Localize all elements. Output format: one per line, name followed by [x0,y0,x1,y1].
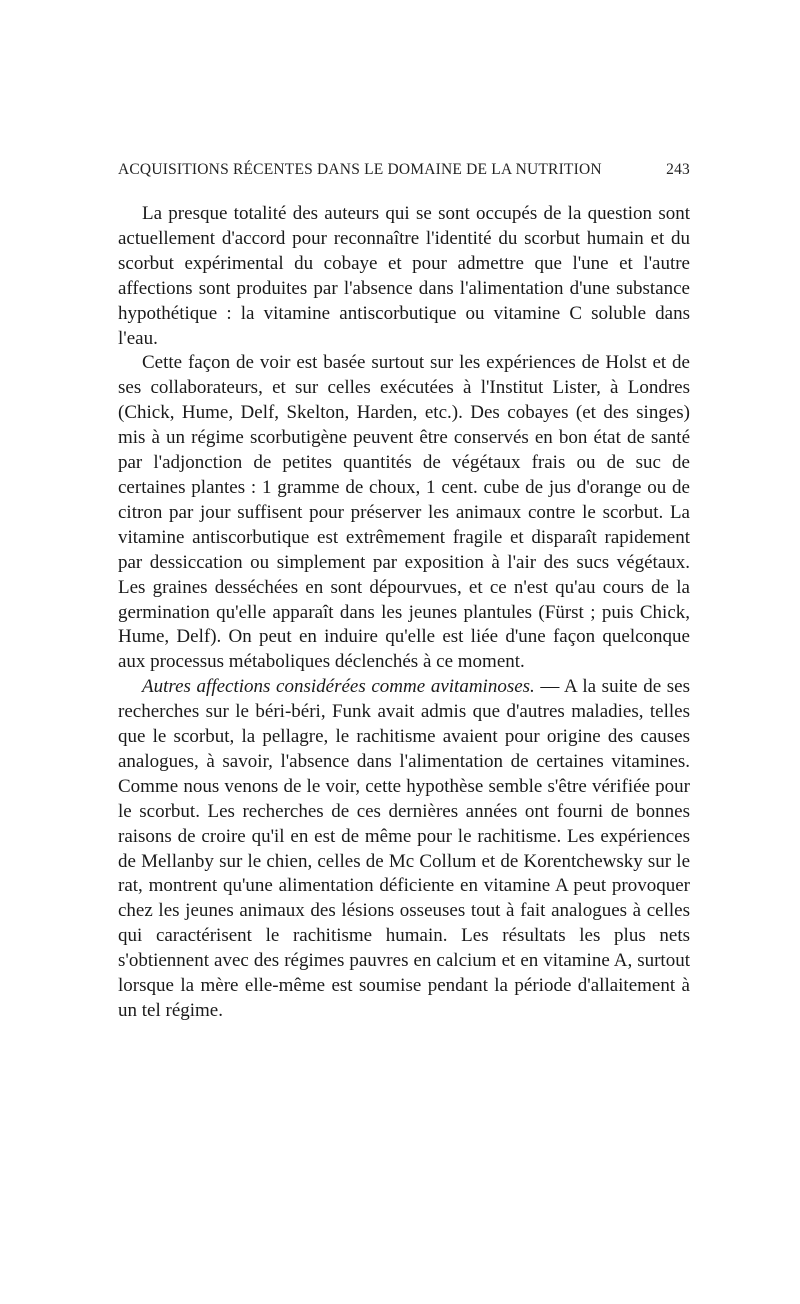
page-number: 243 [666,161,690,178]
section-lead-italic: Autres affections considérées comme avitaminoses. [142,676,535,698]
book-page [118,158,690,1024]
running-title: ACQUISITIONS RÉCENTES DANS LE DOMAINE DE LA NUTRITION [118,161,602,178]
paragraph [118,351,690,675]
paragraph [118,675,690,1024]
body-text [118,202,690,1024]
running-head [118,158,690,182]
paragraph-text: — A la suite de ses recherches sur le béri-béri, Funk avait admis que d'autres maladies, telles que le scorbut, la pellagre, le rachitisme avaient pour origine des causes analogues, à savoir, l'absence dans l'alimentation de certaines vitamines. Comme nous venons de le voir, cette hypothèse semble s'être vérifiée pour le scorbut. Les recherches de ces dernières années ont fourni de bonnes raisons de croire qu'il en est de même pour le rachitisme. Les expériences de Mellanby sur le chien, celles de Mc Collum et de Korentchewsky sur le rat, montrent qu'une alimentation déficiente en vitamine A peut provoquer chez les jeunes animaux des lésions osseuses tout à fait analogues à celles qui caractérisent le rachitisme humain. Les résultats les plus nets s'obtiennent avec des régimes pauvres en calcium et en vitamine A, surtout lorsque la mère elle-même est soumise pendant la période d'allaitement à un tel régime. [118,676,690,1021]
paragraph-text: Cette façon de voir est basée surtout sur les expériences de Holst et de ses collaborateurs, et sur celles exécutées à l'Institut Lister, à Londres (Chick, Hume, Delf, Skelton, Harden, etc.). Des cobayes (et des singes) mis à un régime scorbutigène peuvent être conservés en bon état de santé par l'adjonction de petites quantités de végétaux frais ou de suc de certaines plantes : 1 gramme de choux, 1 cent. cube de jus d'orange ou de citron par jour suffisent pour préserver les animaux contre le scorbut. La vitamine antiscorbutique est extrêmement fragile et disparaît rapidement par dessiccation ou simplement par exposition à l'air des sucs végétaux. Les graines desséchées en sont dépourvues, et ce n'est qu'au cours de la germination qu'elle apparaît dans les jeunes plantules (Fürst ; puis Chick, Hume, Delf). On peut en induire qu'elle est liée d'une façon quelconque aux processus métaboliques déclenchés à ce moment. [118,352,690,673]
paragraph-text: La presque totalité des auteurs qui se sont occupés de la question sont actuellement d'accord pour reconnaître l'identité du scorbut humain et du scorbut expérimental du cobaye et pour admettre que l'une et l'autre affections sont produites par l'absence dans l'alimentation d'une substance hypothétique : la vitamine antiscorbutique ou vitamine C soluble dans l'eau. [118,203,690,349]
paragraph [118,202,690,351]
